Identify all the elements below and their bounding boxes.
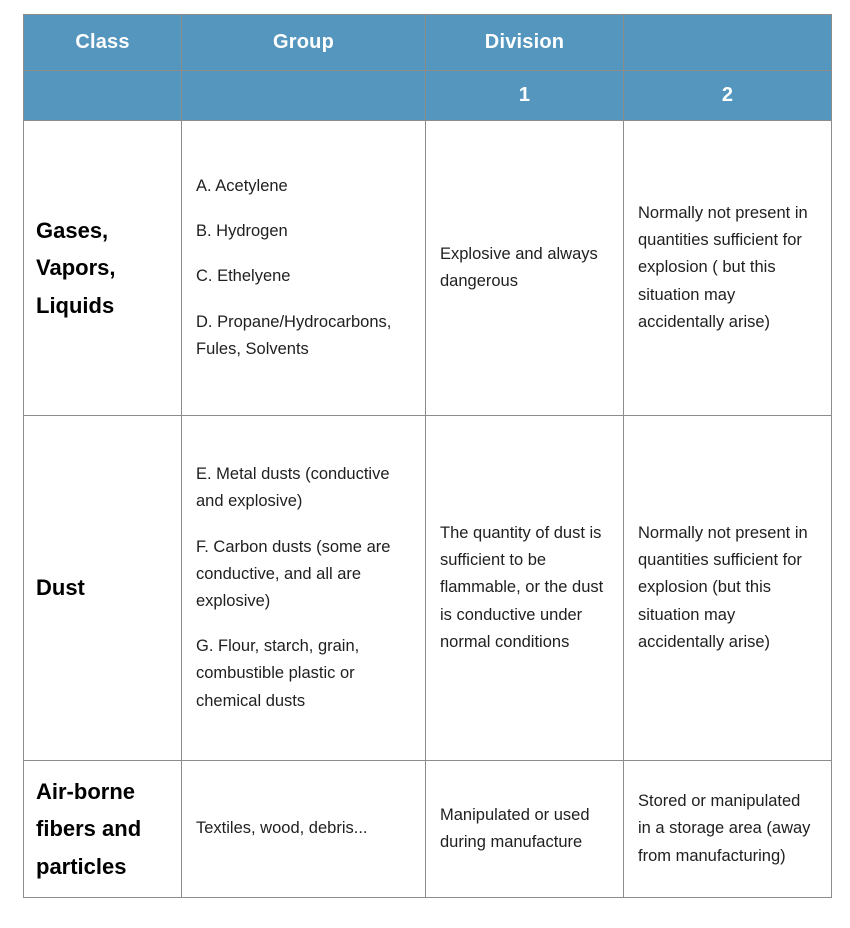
division1-cell [426, 121, 624, 416]
table-row-airborne [24, 761, 832, 898]
table-row-dust [24, 416, 832, 761]
group-item: F. Carbon dusts (some are conductive, and all are explosive) [196, 537, 391, 610]
header-cell-division-2: 2 [624, 71, 832, 121]
header-cell-group: Group [182, 15, 426, 71]
group-cell [182, 121, 426, 416]
header-cell-empty [624, 15, 832, 71]
division1-cell [426, 761, 624, 898]
table-row-gases [24, 121, 832, 416]
group-item: A. Acetylene [196, 176, 288, 195]
group-item: B. Hydrogen [196, 222, 288, 241]
header-row-1 [24, 15, 832, 71]
header-cell-division-1: 1 [426, 71, 624, 121]
group-cell [182, 761, 426, 898]
header-cell-class-empty [24, 71, 182, 121]
division2-text: Normally not present in quantities sufficient for explosion ( but this situation may accidentally arise) [638, 203, 808, 331]
header-cell-group-empty [182, 71, 426, 121]
group-cell [182, 416, 426, 761]
hazardous-locations-table [23, 14, 832, 898]
header-cell-division: Division [426, 15, 624, 71]
class-cell: Gases, Vapors, Liquids [24, 121, 182, 416]
division2-text: Stored or manipulated in a storage area (away from manufacturing) [638, 792, 811, 865]
division2-cell [624, 121, 832, 416]
header-cell-class: Class [24, 15, 182, 71]
group-item: E. Metal dusts (conductive and explosive) [196, 465, 390, 511]
group-item: G. Flour, starch, grain, combustible plastic or chemical dusts [196, 637, 360, 710]
division2-cell [624, 761, 832, 898]
division1-text: Manipulated or used during manufacture [440, 805, 590, 851]
division2-text: Normally not present in quantities sufficient for explosion (but this situation may accidentally arise) [638, 523, 808, 651]
group-item: Textiles, wood, debris... [196, 819, 368, 838]
class-cell: Dust [24, 416, 182, 761]
class-cell: Air-borne fibers and particles [24, 761, 182, 898]
division1-text: Explosive and always dangerous [440, 244, 598, 290]
division2-cell [624, 416, 832, 761]
group-item: D. Propane/Hydrocarbons, Fules, Solvents [196, 312, 392, 358]
group-item: C. Ethelyene [196, 267, 291, 286]
division1-text: The quantity of dust is sufficient to be flammable, or the dust is conductive under normal conditions [440, 523, 604, 651]
header-row-2 [24, 71, 832, 121]
division1-cell [426, 416, 624, 761]
